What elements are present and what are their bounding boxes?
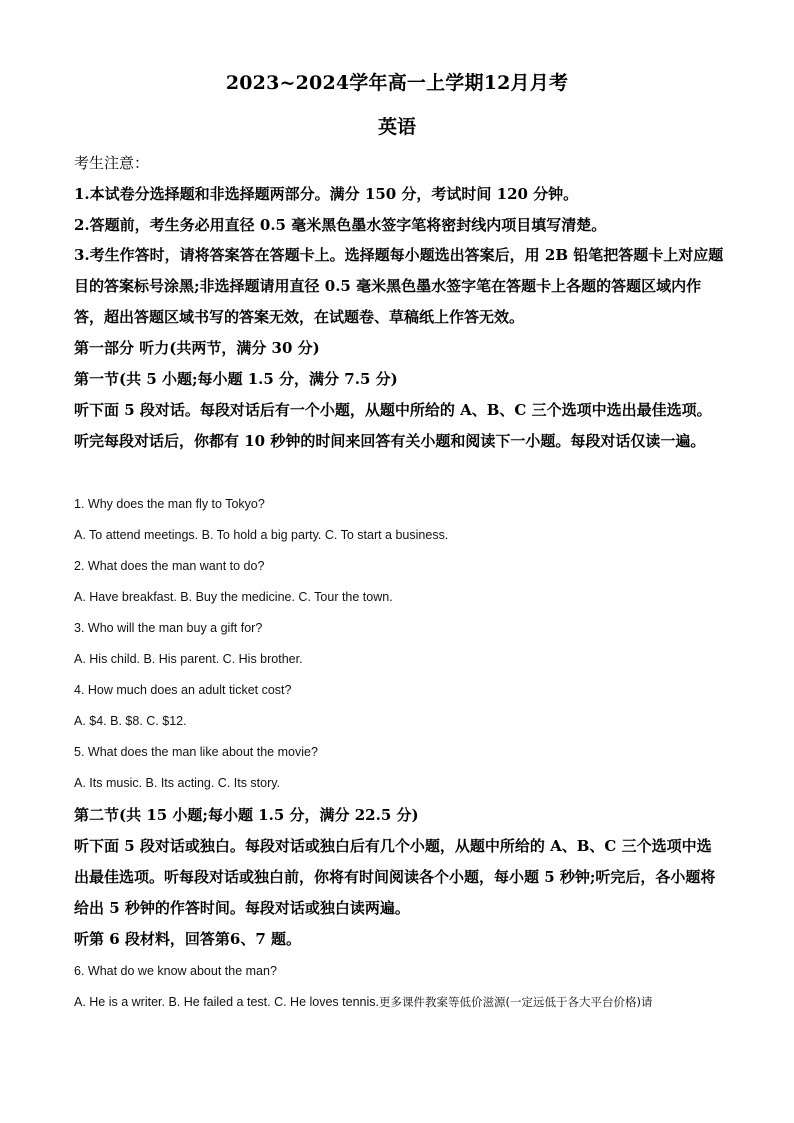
question-2-options: A. Have breakfast. B. Buy the medicine. C. Tour the town.	[74, 590, 393, 604]
section1-heading: 第一节(共 5 小题;每小题 1.5 分，满分 7.5 分)	[74, 370, 398, 388]
question-1-options: A. To attend meetings. B. To hold a big party. C. To start a business.	[74, 528, 449, 542]
question-3: 3. Who will the man buy a gift for?	[74, 621, 263, 635]
question-5-options: A. Its music. B. Its acting. C. Its story.	[74, 776, 281, 790]
question-2: 2. What does the man want to do?	[74, 559, 265, 573]
question-4: 4. How much does an adult ticket cost?	[74, 683, 292, 697]
part1-heading: 第一部分 听力(共两节，满分 30 分)	[74, 339, 320, 357]
section2-instructions: 听下面 5 段对话或独白。每段对话或独白后有几个小题，从题中所给的 A、B、C 三个选项中选出最佳选项。听每段对话或独白前，你将有时间阅读各个小题，每小题 5 秒钟;听完后，各小题将给出 5 秒钟的作答时间。每段对话或独白读两遍。	[74, 837, 716, 917]
question-6-options: A. He is a writer. B. He failed a test. C. He loves tennis.	[74, 995, 379, 1009]
page-title: 2023~2024学年高一上学期12月月考	[225, 72, 569, 94]
question-6: 6. What do we know about the man?	[74, 964, 277, 978]
notice-item-2: 2.答题前，考生务必用直径 0.5 毫米黑色墨水签字笔将密封线内项目填写清楚。	[74, 216, 607, 234]
question-4-options: A. $4. B. $8. C. $12.	[74, 714, 187, 728]
section1-instructions: 听下面 5 段对话。每段对话后有一个小题，从题中所给的 A、B、C 三个选项中选出最佳选项。听完每段对话后，你都有 10 秒钟的时间来回答有关小题和阅读下一小题。每段对话仅读一遍。	[74, 401, 712, 450]
question-1: 1. Why does the man fly to Tokyo?	[74, 497, 265, 511]
question-3-options: A. His child. B. His parent. C. His brother.	[74, 652, 303, 666]
question-6-line	[74, 993, 734, 1011]
material-6-heading: 听第 6 段材料，回答第6、7 题。	[74, 930, 301, 948]
notice-heading: 考生注意：	[74, 154, 150, 172]
notice-item-1: 1.本试卷分选择题和非选择题两部分。满分 150 分，考试时间 120 分钟。	[74, 185, 579, 203]
notice-item-3: 3.考生作答时，请将答案答在答题卡上。选择题每小题选出答案后，用 2B 铅笔把答题卡上对应题目的答案标号涂黑;非选择题请用直径 0.5 毫米黑色墨水签字笔在答题卡上各题的答题区域内作答，超出答题区域书写的答案无效，在试题卷、草稿纸上作答无效。	[74, 246, 724, 326]
section2-heading: 第二节(共 15 小题;每小题 1.5 分，满分 22.5 分)	[74, 806, 419, 824]
ad-text: 更多课件教案等低价滋源(一定远低于各大平台价格)请	[379, 995, 653, 1009]
question-5: 5. What does the man like about the movie?	[74, 745, 318, 759]
subject-title: 英语	[377, 116, 416, 138]
